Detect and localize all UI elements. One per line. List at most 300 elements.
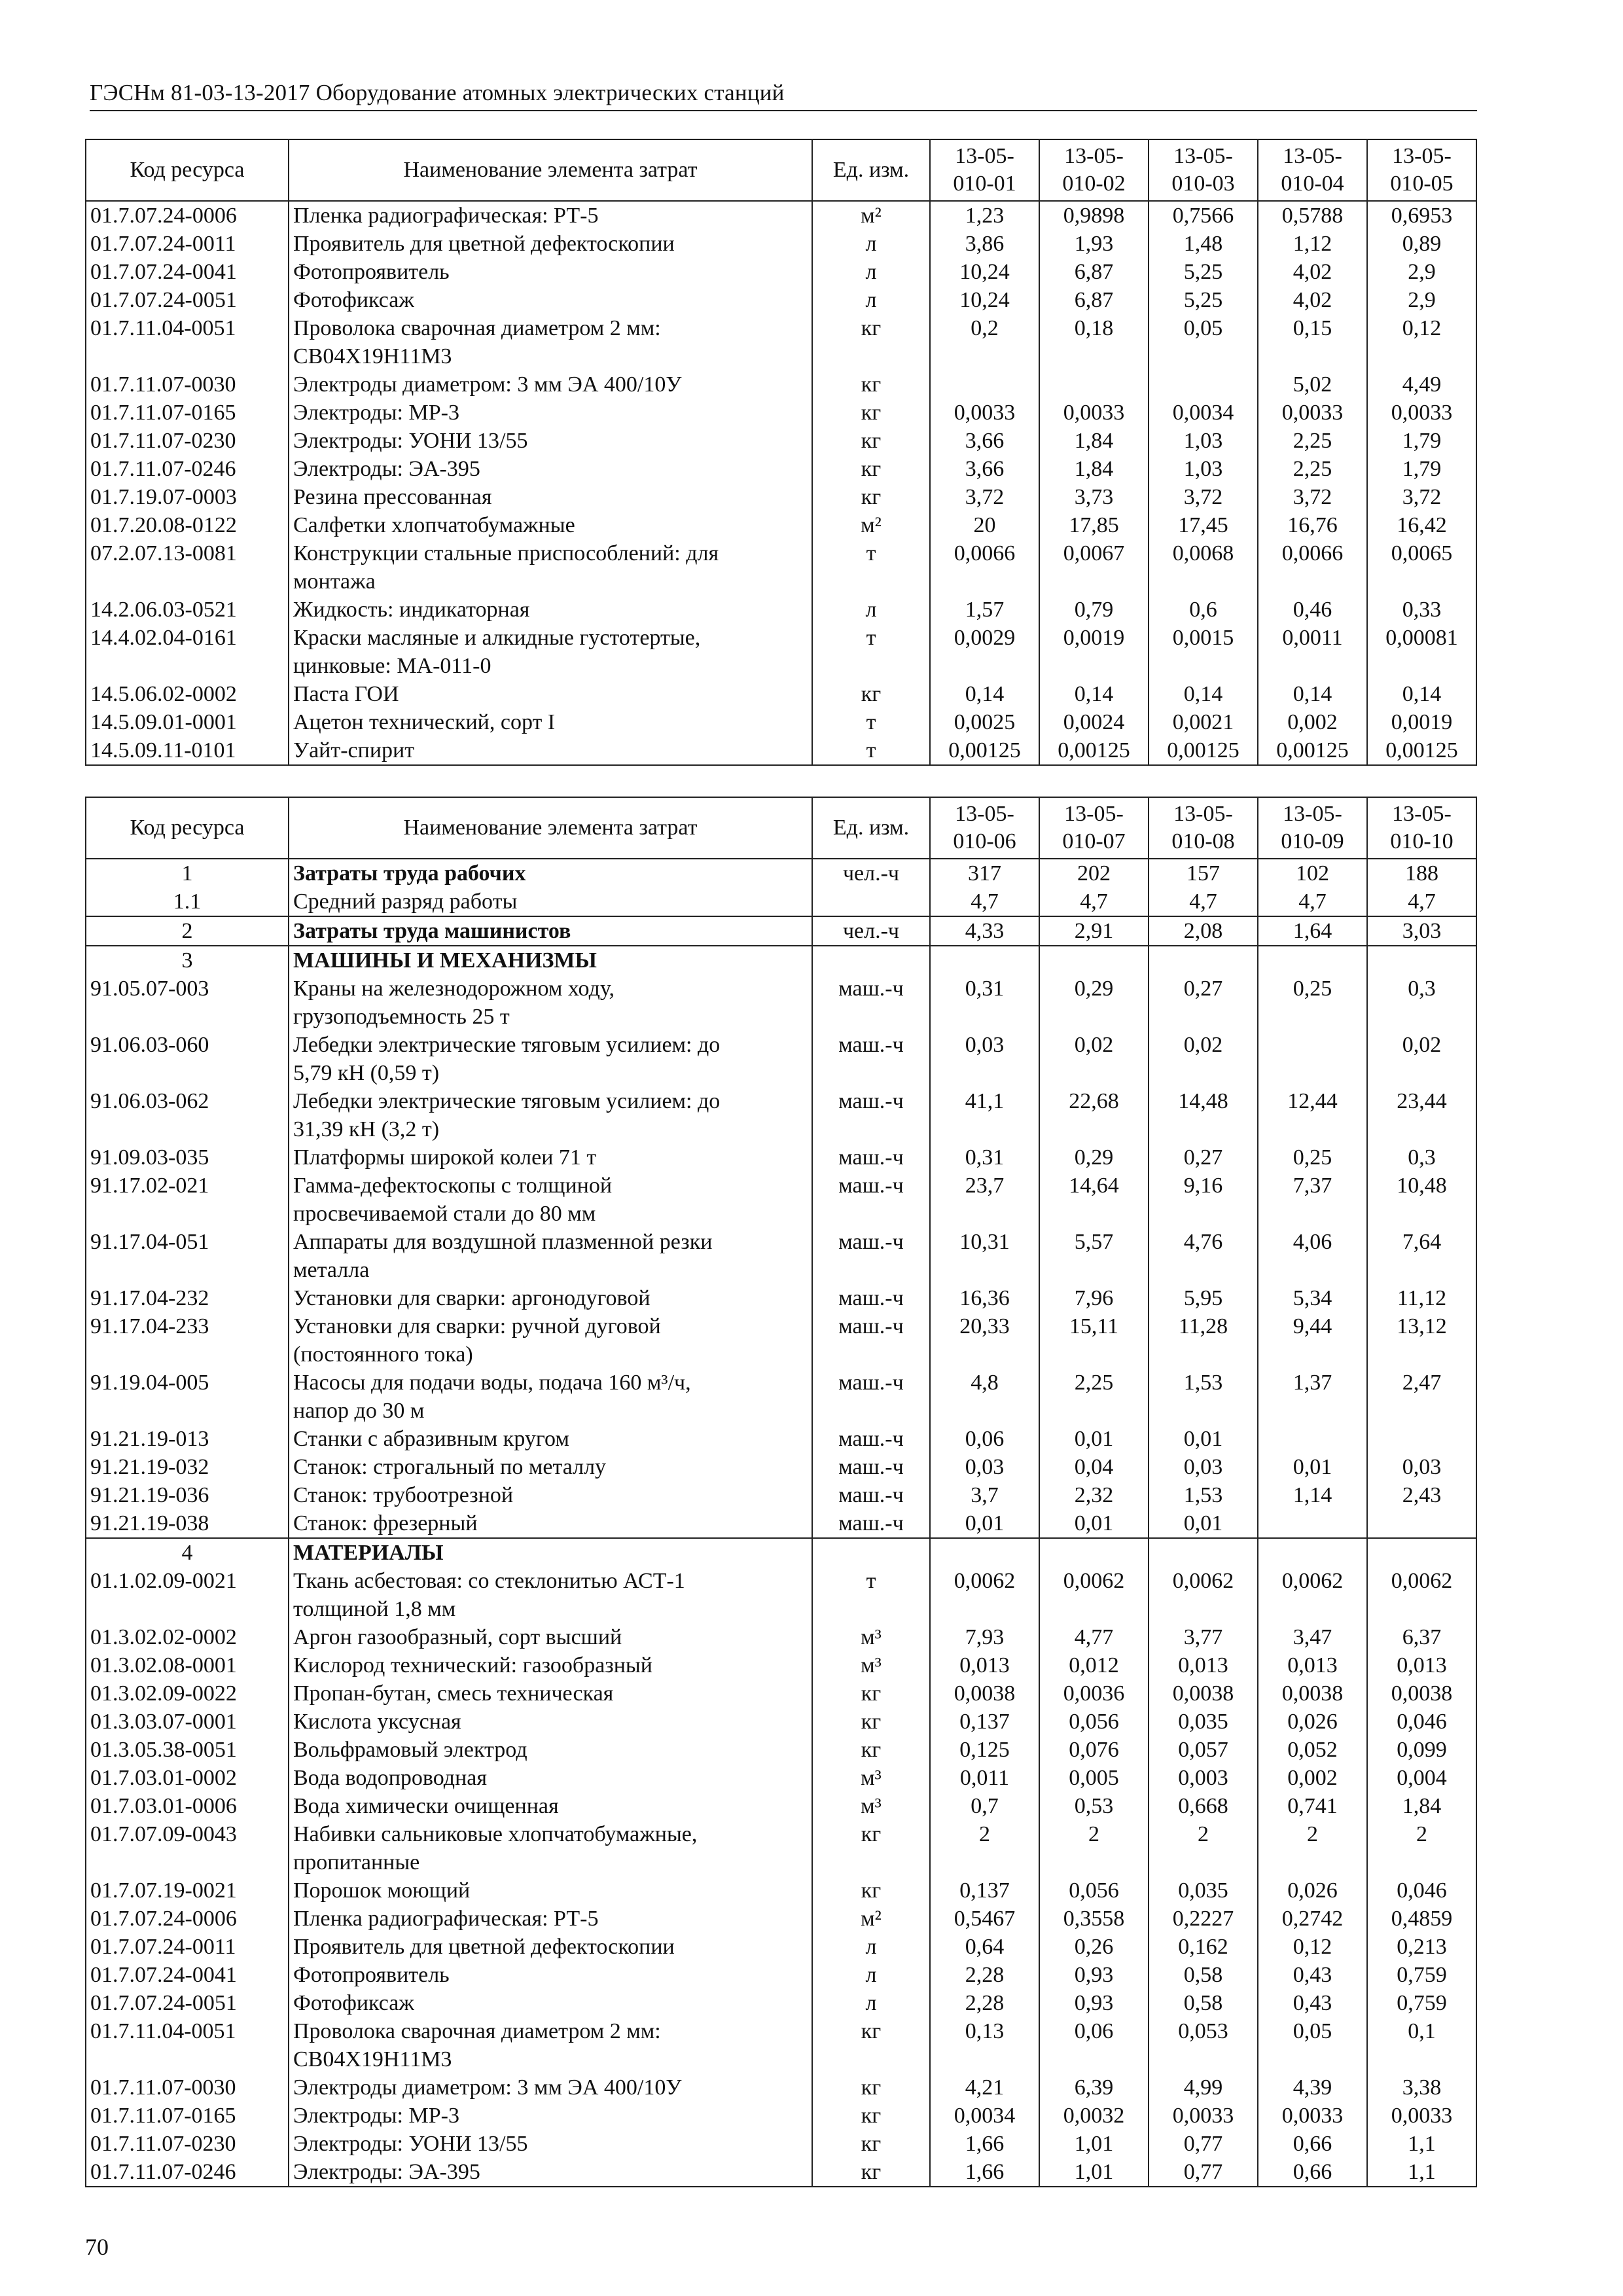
value-cell: 10,24 — [930, 286, 1039, 314]
resource-name-line: Пленка радиографическая: РТ-5 — [293, 1907, 599, 1931]
column-header-norm: 13-05- 010-05 — [1367, 139, 1476, 201]
value-cell: 0,0062 — [1039, 1567, 1149, 1623]
unit-cell: т — [812, 624, 930, 680]
unit-cell: маш.-ч — [812, 1312, 930, 1369]
resource-name-line: Фотопроявитель — [293, 1963, 450, 1987]
unit-cell: т — [812, 736, 930, 765]
resource-name — [289, 1031, 812, 1087]
resource-name-line: Установки для сварки: ручной дуговой — [293, 1314, 661, 1338]
resource-name-line: напор до 30 м — [293, 1399, 425, 1423]
resource-name-line: Электроды: ЭА-395 — [293, 457, 480, 481]
value-cell: 0,0062 — [1258, 1567, 1367, 1623]
value-cell: 0,125 — [930, 1736, 1039, 1764]
value-cell: 0,79 — [1039, 596, 1149, 624]
value-cell: 3,72 — [930, 483, 1039, 511]
value-cell: 0,05 — [1149, 314, 1258, 370]
resource-name — [289, 511, 812, 539]
value-cell: 0,046 — [1367, 1876, 1476, 1905]
resource-name — [289, 946, 812, 975]
resource-name-line: Конструкции стальные приспособлений: для — [293, 541, 719, 565]
value-cell — [1039, 1538, 1149, 1567]
table-row — [86, 1284, 1476, 1312]
value-cell: 10,24 — [930, 258, 1039, 286]
resource-name-line: Проволока сварочная диаметром 2 мм: — [293, 2019, 661, 2043]
resource-name-line: металла — [293, 1258, 370, 1282]
value-cell: 23,7 — [930, 1172, 1039, 1228]
resource-name-line: Пропан-бутан, смесь техническая — [293, 1681, 614, 1706]
value-cell: 0,01 — [1039, 1509, 1149, 1538]
table-row — [86, 2102, 1476, 2130]
unit-cell: кг — [812, 680, 930, 708]
value-cell: 5,34 — [1258, 1284, 1367, 1312]
value-cell: 4,7 — [1039, 888, 1149, 916]
value-cell: 14,64 — [1039, 1172, 1149, 1228]
resource-name — [289, 1481, 812, 1509]
resource-name — [289, 916, 812, 946]
unit-cell: м² — [812, 511, 930, 539]
resource-name-line: Станки с абразивным кругом — [293, 1427, 569, 1451]
resource-name — [289, 888, 812, 916]
unit-cell: маш.-ч — [812, 1481, 930, 1509]
value-cell: 0,9898 — [1039, 201, 1149, 230]
value-cell — [1367, 1538, 1476, 1567]
table-row — [86, 2017, 1476, 2073]
resource-code: 4 — [86, 1538, 289, 1567]
value-cell: 0,6 — [1149, 596, 1258, 624]
unit-cell: л — [812, 286, 930, 314]
value-cell: 2,25 — [1258, 455, 1367, 483]
value-cell: 0,77 — [1149, 2130, 1258, 2158]
resource-name — [289, 1651, 812, 1679]
value-cell: 4,02 — [1258, 258, 1367, 286]
unit-cell: маш.-ч — [812, 1509, 930, 1538]
resource-code: 01.1.02.09-0021 — [86, 1567, 289, 1623]
value-cell: 0,06 — [930, 1425, 1039, 1453]
resource-name — [289, 1708, 812, 1736]
resource-name-line: Проявитель для цветной дефектоскопии — [293, 1935, 675, 1959]
resource-code: 01.7.07.24-0041 — [86, 258, 289, 286]
value-cell: 1,01 — [1039, 2130, 1149, 2158]
resource-name-line: Краски масляные и алкидные густотертые, — [293, 626, 701, 650]
value-cell: 5,02 — [1258, 370, 1367, 399]
value-cell: 1,84 — [1039, 427, 1149, 455]
section-row — [86, 1538, 1476, 1567]
value-cell: 4,8 — [930, 1369, 1039, 1425]
value-cell: 0,3558 — [1039, 1905, 1149, 1933]
resource-code: 14.5.06.02-0002 — [86, 680, 289, 708]
column-header-norm: 13-05- 010-08 — [1149, 797, 1258, 859]
value-cell: 1,84 — [1367, 1792, 1476, 1820]
resource-code: 1 — [86, 859, 289, 888]
value-cell: 1,12 — [1258, 230, 1367, 258]
value-cell: 0,0024 — [1039, 708, 1149, 736]
value-cell: 0,013 — [1367, 1651, 1476, 1679]
resource-name — [289, 399, 812, 427]
value-cell: 202 — [1039, 859, 1149, 888]
value-cell: 0,01 — [1258, 1453, 1367, 1481]
value-cell: 0,12 — [1367, 314, 1476, 370]
table-row — [86, 1820, 1476, 1876]
table-row — [86, 624, 1476, 680]
value-cell: 2,28 — [930, 1961, 1039, 1989]
document-title: ГЭСНм 81-03-13-2017 Оборудование атомных электрических станций — [90, 80, 785, 105]
resource-code: 01.7.07.24-0011 — [86, 230, 289, 258]
value-cell: 1,66 — [930, 2158, 1039, 2187]
resource-name-line: Кислота уксусная — [293, 1710, 461, 1734]
value-cell: 0,056 — [1039, 1876, 1149, 1905]
unit-cell: чел.-ч — [812, 916, 930, 946]
table-row — [86, 736, 1476, 765]
resource-code: 01.7.07.24-0051 — [86, 1989, 289, 2017]
value-cell: 4,99 — [1149, 2073, 1258, 2102]
value-cell: 1,79 — [1367, 427, 1476, 455]
value-cell: 0,58 — [1149, 1961, 1258, 1989]
unit-cell: л — [812, 1933, 930, 1961]
value-cell: 0,89 — [1367, 230, 1476, 258]
unit-cell: м³ — [812, 1764, 930, 1792]
resource-name — [289, 708, 812, 736]
table-row — [86, 1031, 1476, 1087]
section-row — [86, 916, 1476, 946]
unit-cell: кг — [812, 2017, 930, 2073]
resource-name-line: Порошок моющий — [293, 1878, 471, 1903]
value-cell: 0,046 — [1367, 1708, 1476, 1736]
value-cell: 0,0066 — [1258, 539, 1367, 596]
value-cell: 7,37 — [1258, 1172, 1367, 1228]
value-cell: 0,01 — [1149, 1425, 1258, 1453]
value-cell: 3,66 — [930, 455, 1039, 483]
column-header-unit: Ед. изм. — [812, 139, 930, 201]
value-cell: 15,11 — [1039, 1312, 1149, 1369]
value-cell: 3,47 — [1258, 1623, 1367, 1651]
page-number: 70 — [85, 2234, 109, 2260]
value-cell: 2,91 — [1039, 916, 1149, 946]
resource-table-2 — [85, 797, 1477, 2187]
table-body — [86, 201, 1476, 765]
value-cell: 0,0033 — [1039, 399, 1149, 427]
value-cell: 0,01 — [1039, 1425, 1149, 1453]
value-cell: 23,44 — [1367, 1087, 1476, 1143]
value-cell — [1149, 1538, 1258, 1567]
resource-name-line: Проволока сварочная диаметром 2 мм: — [293, 316, 661, 340]
value-cell: 0,0062 — [1367, 1567, 1476, 1623]
unit-cell: м³ — [812, 1792, 930, 1820]
resource-code: 01.7.07.24-0051 — [86, 286, 289, 314]
resource-name — [289, 455, 812, 483]
unit-cell: чел.-ч — [812, 859, 930, 888]
resource-code: 01.7.03.01-0002 — [86, 1764, 289, 1792]
unit-cell: маш.-ч — [812, 1453, 930, 1481]
value-cell: 6,37 — [1367, 1623, 1476, 1651]
value-cell: 317 — [930, 859, 1039, 888]
value-cell: 0,0033 — [1258, 399, 1367, 427]
table-row — [86, 1481, 1476, 1509]
resource-name — [289, 1792, 812, 1820]
column-header-norm: 13-05- 010-01 — [930, 139, 1039, 201]
value-cell: 0,03 — [1367, 1453, 1476, 1481]
resource-name — [289, 370, 812, 399]
resource-name-line: Электроды диаметром: 3 мм ЭА 400/10У — [293, 2075, 682, 2100]
value-cell: 0,4859 — [1367, 1905, 1476, 1933]
value-cell: 0,0021 — [1149, 708, 1258, 736]
value-cell: 0,18 — [1039, 314, 1149, 370]
value-cell: 1,53 — [1149, 1481, 1258, 1509]
resource-code: 01.7.07.24-0006 — [86, 201, 289, 230]
value-cell: 6,87 — [1039, 286, 1149, 314]
value-cell: 5,25 — [1149, 286, 1258, 314]
value-cell: 4,39 — [1258, 2073, 1367, 2102]
column-header-name: Наименование элемента затрат — [289, 797, 812, 859]
value-cell: 10,48 — [1367, 1172, 1476, 1228]
value-cell: 1,64 — [1258, 916, 1367, 946]
resource-code: 01.7.07.24-0006 — [86, 1905, 289, 1933]
value-cell: 11,28 — [1149, 1312, 1258, 1369]
resource-code: 01.7.11.04-0051 — [86, 314, 289, 370]
resource-name-line: Кислород технический: газообразный — [293, 1653, 652, 1677]
resource-code: 01.7.03.01-0006 — [86, 1792, 289, 1820]
value-cell: 2 — [930, 1820, 1039, 1876]
table-row — [86, 1708, 1476, 1736]
resource-name — [289, 1961, 812, 1989]
value-cell: 0,04 — [1039, 1453, 1149, 1481]
resource-name-line: Гамма-дефектоскопы с толщиной — [293, 1174, 613, 1198]
value-cell: 0,14 — [1367, 680, 1476, 708]
resource-name — [289, 1284, 812, 1312]
value-cell: 0,0029 — [930, 624, 1039, 680]
value-cell: 22,68 — [1039, 1087, 1149, 1143]
table-row — [86, 286, 1476, 314]
table-row — [86, 1989, 1476, 2017]
value-cell: 2,47 — [1367, 1369, 1476, 1425]
table-row — [86, 230, 1476, 258]
value-cell: 0,137 — [930, 1708, 1039, 1736]
value-cell: 188 — [1367, 859, 1476, 888]
value-cell: 0,00081 — [1367, 624, 1476, 680]
table-row — [86, 1651, 1476, 1679]
table-row — [86, 1764, 1476, 1792]
resource-name-line: Станок: строгальный по металлу — [293, 1455, 607, 1479]
value-cell: 0,668 — [1149, 1792, 1258, 1820]
unit-cell: т — [812, 1567, 930, 1623]
value-cell: 157 — [1149, 859, 1258, 888]
value-cell: 0,0019 — [1367, 708, 1476, 736]
value-cell: 0,0038 — [930, 1679, 1039, 1708]
resource-name — [289, 1312, 812, 1369]
unit-cell: кг — [812, 2158, 930, 2187]
resource-code: 91.19.04-005 — [86, 1369, 289, 1425]
table-row — [86, 1453, 1476, 1481]
table-row — [86, 1228, 1476, 1284]
unit-cell: л — [812, 258, 930, 286]
value-cell: 0,0067 — [1039, 539, 1149, 596]
resource-name — [289, 1764, 812, 1792]
resource-name-line: Проявитель для цветной дефектоскопии — [293, 232, 675, 256]
unit-cell: маш.-ч — [812, 1172, 930, 1228]
value-cell: 0,26 — [1039, 1933, 1149, 1961]
value-cell: 0,0038 — [1258, 1679, 1367, 1708]
value-cell: 0,759 — [1367, 1989, 1476, 2017]
section-row — [86, 859, 1476, 888]
value-cell: 0,5467 — [930, 1905, 1039, 1933]
value-cell: 3,03 — [1367, 916, 1476, 946]
resource-code: 3 — [86, 946, 289, 975]
table-header — [86, 139, 1476, 201]
value-cell: 0,14 — [1258, 680, 1367, 708]
column-header-unit: Ед. изм. — [812, 797, 930, 859]
resource-code: 91.17.04-051 — [86, 1228, 289, 1284]
resource-code: 91.06.03-062 — [86, 1087, 289, 1143]
value-cell: 0,0068 — [1149, 539, 1258, 596]
value-cell: 1,1 — [1367, 2158, 1476, 2187]
table-row — [86, 1933, 1476, 1961]
value-cell: 3,86 — [930, 230, 1039, 258]
value-cell: 0,005 — [1039, 1764, 1149, 1792]
value-cell: 0,29 — [1039, 975, 1149, 1031]
resource-name — [289, 1679, 812, 1708]
resource-name-line: монтажа — [293, 569, 376, 594]
column-header-norm: 13-05- 010-10 — [1367, 797, 1476, 859]
value-cell — [1367, 946, 1476, 975]
value-cell: 4,02 — [1258, 286, 1367, 314]
value-cell: 0,53 — [1039, 1792, 1149, 1820]
table-header — [86, 797, 1476, 859]
value-cell: 0,1 — [1367, 2017, 1476, 2073]
resource-name-line: Резина прессованная — [293, 485, 492, 509]
resource-code: 91.21.19-032 — [86, 1453, 289, 1481]
resource-name — [289, 427, 812, 455]
value-cell: 0,00125 — [1258, 736, 1367, 765]
resource-name-line: Жидкость: индикаторная — [293, 598, 530, 622]
resource-name-line: Ткань асбестовая: со стеклонитью АСТ-1 — [293, 1569, 685, 1593]
table-row — [86, 1509, 1476, 1538]
value-cell: 1,37 — [1258, 1369, 1367, 1425]
value-cell: 0,7 — [930, 1792, 1039, 1820]
resource-name — [289, 596, 812, 624]
value-cell: 0,02 — [1149, 1031, 1258, 1087]
value-cell: 0,0011 — [1258, 624, 1367, 680]
resource-code: 91.21.19-013 — [86, 1425, 289, 1453]
value-cell: 0,43 — [1258, 1961, 1367, 1989]
unit-cell — [812, 888, 930, 916]
value-cell: 2,32 — [1039, 1481, 1149, 1509]
value-cell: 0,77 — [1149, 2158, 1258, 2187]
resource-name-line: Станок: фрезерный — [293, 1511, 478, 1535]
resource-name — [289, 624, 812, 680]
resource-code: 01.7.07.24-0011 — [86, 1933, 289, 1961]
value-cell: 0,7566 — [1149, 201, 1258, 230]
value-cell — [1258, 1425, 1367, 1453]
resource-name — [289, 201, 812, 230]
resource-name — [289, 859, 812, 888]
resource-name-line: Платформы широкой колеи 71 т — [293, 1145, 597, 1170]
value-cell: 0,66 — [1258, 2158, 1367, 2187]
resource-name — [289, 1509, 812, 1538]
value-cell: 2,9 — [1367, 286, 1476, 314]
value-cell: 0,6953 — [1367, 201, 1476, 230]
value-cell: 4,7 — [930, 888, 1039, 916]
resource-name-line: Вольфрамовый электрод — [293, 1738, 527, 1762]
resource-name-line: Уайт-спирит — [293, 738, 415, 762]
value-cell: 0,0033 — [1258, 2102, 1367, 2130]
resource-code: 91.17.02-021 — [86, 1172, 289, 1228]
resource-name — [289, 1876, 812, 1905]
resource-code: 91.06.03-060 — [86, 1031, 289, 1087]
value-cell: 0,3 — [1367, 975, 1476, 1031]
value-cell: 0,66 — [1258, 2130, 1367, 2158]
table-row — [86, 314, 1476, 370]
column-header-name: Наименование элемента затрат — [289, 139, 812, 201]
value-cell: 0,741 — [1258, 1792, 1367, 1820]
value-cell: 0,053 — [1149, 2017, 1258, 2073]
value-cell: 0,026 — [1258, 1708, 1367, 1736]
value-cell — [1258, 1509, 1367, 1538]
value-cell: 0,01 — [930, 1509, 1039, 1538]
value-cell: 0,0034 — [930, 2102, 1039, 2130]
resource-name — [289, 230, 812, 258]
unit-cell: кг — [812, 1820, 930, 1876]
resource-code: 14.5.09.01-0001 — [86, 708, 289, 736]
unit-cell: кг — [812, 2073, 930, 2102]
resource-code: 01.7.11.07-0246 — [86, 455, 289, 483]
value-cell — [1258, 1538, 1367, 1567]
resource-name-line: Затраты труда машинистов — [293, 919, 571, 943]
value-cell: 0,14 — [1039, 680, 1149, 708]
value-cell: 6,87 — [1039, 258, 1149, 286]
value-cell: 0,0019 — [1039, 624, 1149, 680]
unit-cell: л — [812, 596, 930, 624]
value-cell: 0,759 — [1367, 1961, 1476, 1989]
unit-cell: кг — [812, 1736, 930, 1764]
resource-code: 01.3.02.09-0022 — [86, 1679, 289, 1708]
column-header-norm: 13-05- 010-02 — [1039, 139, 1149, 201]
unit-cell: кг — [812, 1876, 930, 1905]
table-body — [86, 859, 1476, 2187]
table-row — [86, 1143, 1476, 1172]
resource-name-line: Электроды: УОНИ 13/55 — [293, 2132, 528, 2156]
value-cell: 0,012 — [1039, 1651, 1149, 1679]
resource-name-line: Вода химически очищенная — [293, 1794, 559, 1818]
resource-name — [289, 1172, 812, 1228]
value-cell: 0,0015 — [1149, 624, 1258, 680]
unit-cell: л — [812, 1989, 930, 2017]
section-row — [86, 946, 1476, 975]
table-row — [86, 1172, 1476, 1228]
resource-code: 01.7.11.07-0246 — [86, 2158, 289, 2187]
value-cell: 3,38 — [1367, 2073, 1476, 2102]
resource-name-line: толщиной 1,8 мм — [293, 1597, 456, 1621]
value-cell: 0,013 — [1258, 1651, 1367, 1679]
value-cell: 4,06 — [1258, 1228, 1367, 1284]
table-row — [86, 201, 1476, 230]
resource-name — [289, 2017, 812, 2073]
value-cell: 0,43 — [1258, 1989, 1367, 2017]
resource-name-line: Салфетки хлопчатобумажные — [293, 513, 575, 537]
table-row — [86, 1679, 1476, 1708]
value-cell: 0,05 — [1258, 2017, 1367, 2073]
table-row — [86, 1792, 1476, 1820]
value-cell: 0,002 — [1258, 708, 1367, 736]
value-cell: 0,099 — [1367, 1736, 1476, 1764]
resource-name-line: Пленка радиографическая: РТ-5 — [293, 204, 599, 228]
value-cell: 6,39 — [1039, 2073, 1149, 2102]
unit-cell: маш.-ч — [812, 1031, 930, 1087]
unit-cell: т — [812, 708, 930, 736]
value-cell — [1367, 1425, 1476, 1453]
value-cell: 4,7 — [1149, 888, 1258, 916]
resource-name-line: Электроды: МР-3 — [293, 401, 459, 425]
resource-code: 1.1 — [86, 888, 289, 916]
value-cell: 20 — [930, 511, 1039, 539]
